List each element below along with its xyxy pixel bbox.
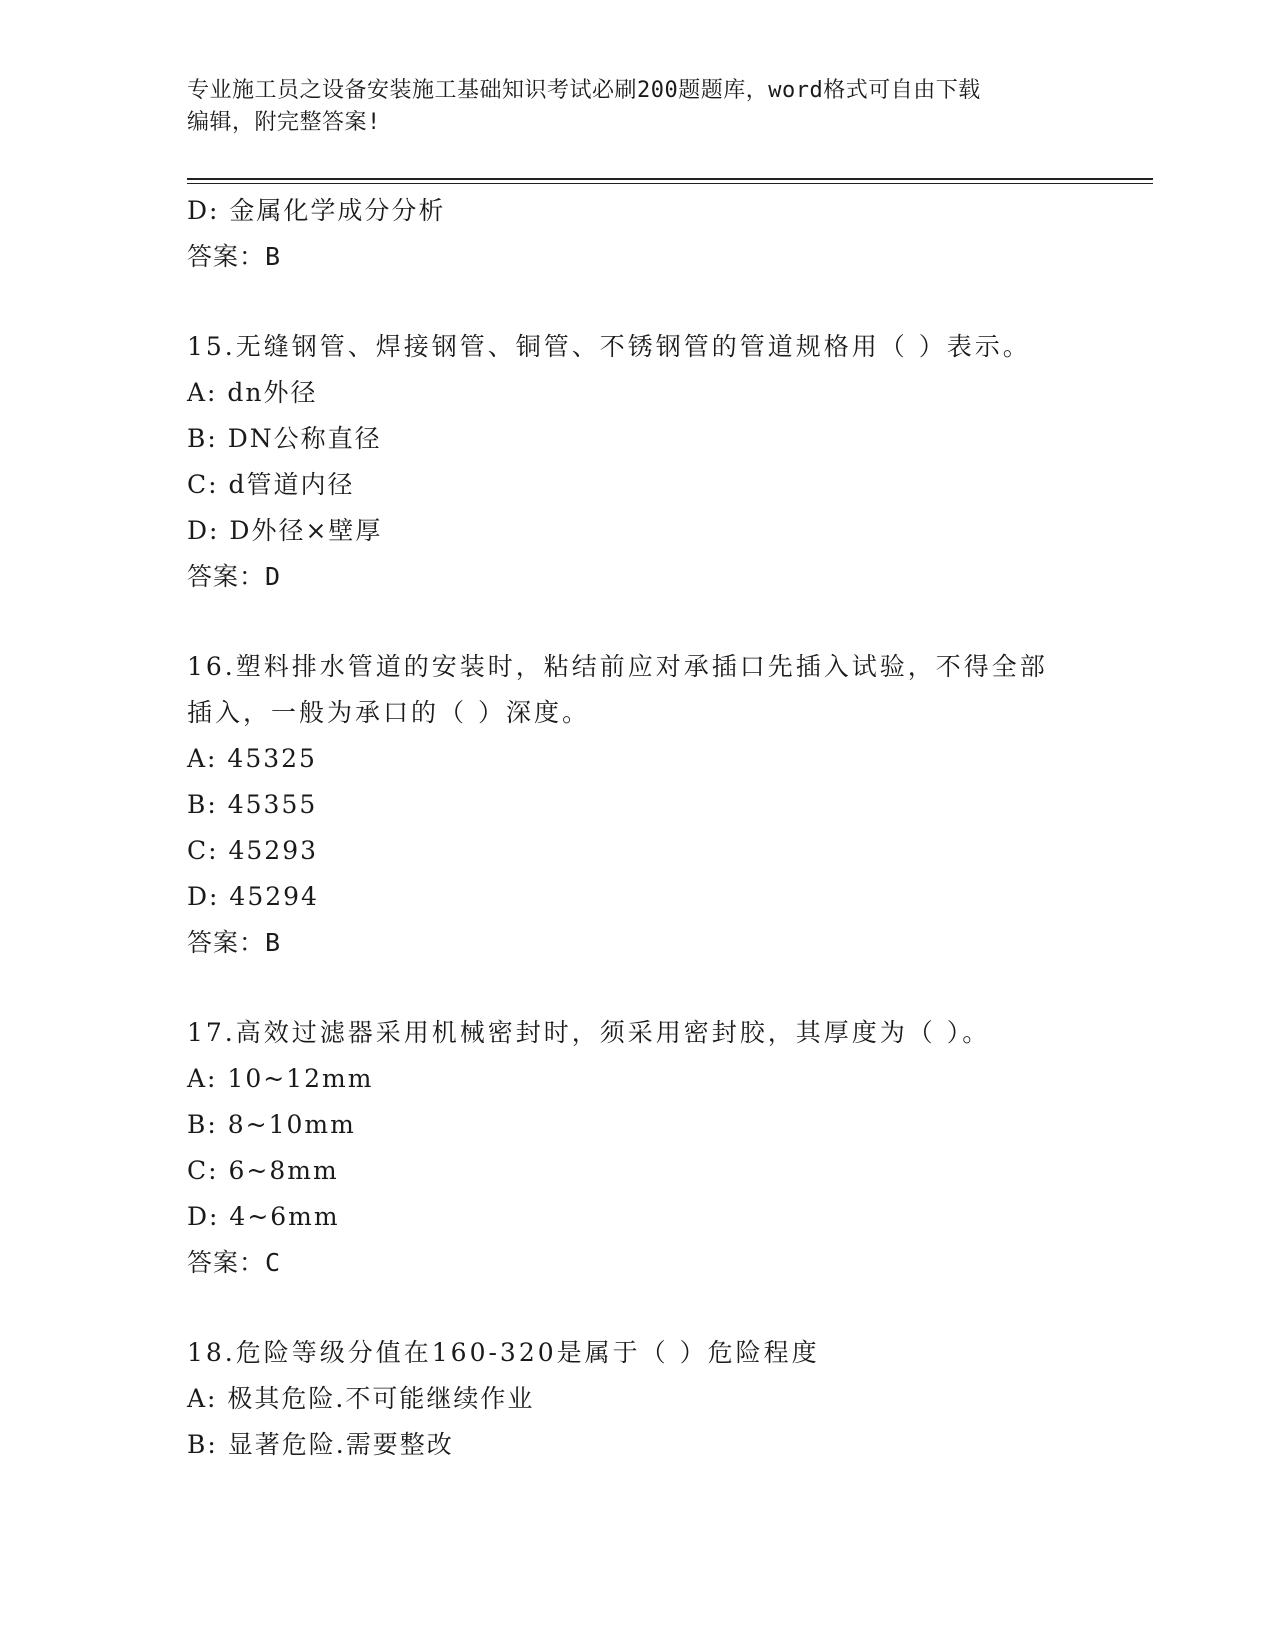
spacer xyxy=(187,966,1087,1010)
answer-line: 答案：C xyxy=(187,1248,282,1277)
option-b: B: 8~10mm xyxy=(187,1110,356,1139)
spacer xyxy=(187,280,1087,324)
document-body xyxy=(187,188,1087,1468)
document-header xyxy=(187,75,1087,139)
question-stem: 17.高效过滤器采用机械密封时，须采用密封胶，其厚度为（ ）。 xyxy=(187,1018,991,1047)
answer-line: 答案：D xyxy=(187,562,282,591)
header-line-2: 编辑，附完整答案! xyxy=(187,110,381,135)
option-b: B: 显著危险.需要整改 xyxy=(187,1430,454,1459)
option-a: A: 10~12mm xyxy=(187,1064,374,1093)
header-line-1: 专业施工员之设备安装施工基础知识考试必刷200题题库，word格式可自由下载 xyxy=(187,78,981,103)
question-15 xyxy=(187,324,1087,600)
option-d: D: D外径×壁厚 xyxy=(187,516,383,545)
header-divider-thin xyxy=(187,183,1153,184)
option-b: B: 45355 xyxy=(187,790,318,819)
option-c: C: d管道内径 xyxy=(187,470,355,499)
option-a: A: dn外径 xyxy=(187,378,318,407)
question-stem: 15.无缝钢管、焊接钢管、铜管、不锈钢管的管道规格用（ ）表示。 xyxy=(187,332,1031,361)
spacer xyxy=(187,1286,1087,1330)
answer-line: 答案：B xyxy=(187,928,282,957)
spacer xyxy=(187,600,1087,644)
question-stem: 18.危险等级分值在160-320是属于（ ）危险程度 xyxy=(187,1338,820,1367)
option-a: A: 极其危险.不可能继续作业 xyxy=(187,1384,535,1413)
question-14-tail xyxy=(187,188,1087,280)
question-16 xyxy=(187,644,1087,966)
question-17 xyxy=(187,1010,1087,1286)
option-c: C: 45293 xyxy=(187,836,319,865)
question-stem: 16.塑料排水管道的安装时，粘结前应对承插口先插入试验，不得全部 xyxy=(187,652,1048,681)
question-stem-continued: 插入，一般为承口的（ ）深度。 xyxy=(187,698,590,727)
option-d: D: 45294 xyxy=(187,882,319,911)
option-d: D: 4~6mm xyxy=(187,1202,340,1231)
header-divider-thick xyxy=(187,178,1153,180)
option-c: C: 6~8mm xyxy=(187,1156,339,1185)
option-d: D: 金属化学成分分析 xyxy=(187,196,446,225)
option-b: B: DN公称直径 xyxy=(187,424,382,453)
question-18 xyxy=(187,1330,1087,1468)
option-a: A: 45325 xyxy=(187,744,317,773)
answer-line: 答案：B xyxy=(187,242,282,271)
